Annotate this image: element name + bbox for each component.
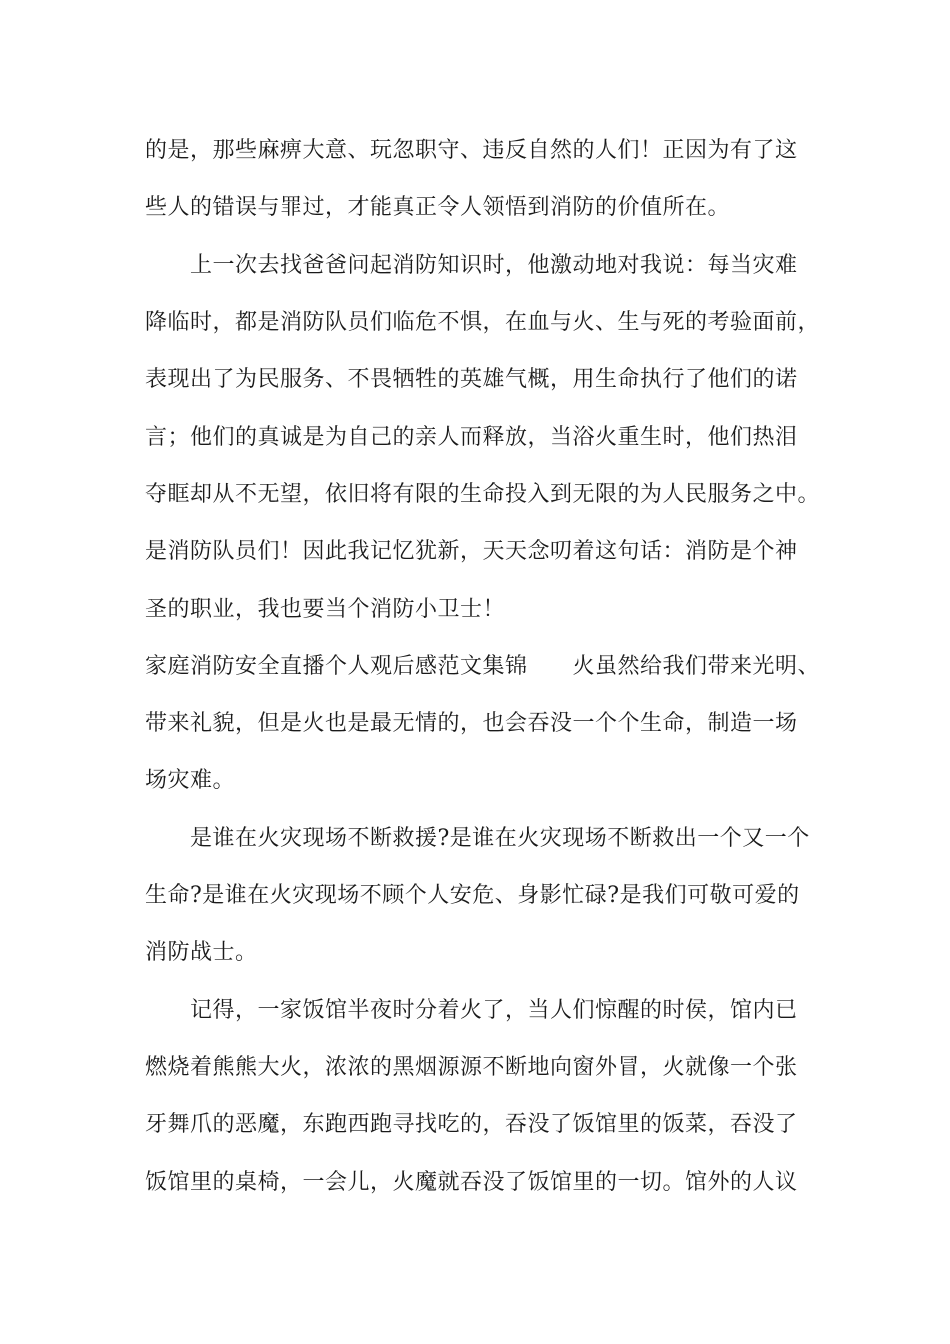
text-line: 家庭消防安全直播个人观后感范文集锦 火虽然给我们带来光明、 — [145, 654, 821, 679]
text-line: 上一次去找爸爸问起消防知识时，他激动地对我说：每当灾难 — [190, 253, 798, 278]
text-line: 牙舞爪的恶魔，东跑西跑寻找吃的，吞没了饭馆里的饭菜，吞没了 — [145, 1112, 798, 1137]
text-line: 圣的职业，我也要当个消防小卫士！ — [145, 597, 506, 622]
text-line: 是消防队员们！因此我记忆犹新，天天念叨着这句话：消防是个神 — [145, 539, 798, 564]
text-line: 生命?是谁在火灾现场不顾个人安危、身影忙碌?是我们可敬可爱的 — [145, 883, 800, 908]
text-line: 场灾难。 — [145, 768, 236, 793]
text-line: 夺眶却从不无望，依旧将有限的生命投入到无限的为人民服务之中。 — [145, 482, 821, 507]
text-line: 的是，那些麻痹大意、玩忽职守、违反自然的人们！正因为有了这 — [145, 138, 798, 163]
text-line: 消防战士。 — [145, 940, 258, 965]
text-line: 燃烧着熊熊大火，浓浓的黑烟源源不断地向窗外冒，火就像一个张 — [145, 1055, 798, 1080]
text-line: 言；他们的真诚是为自己的亲人而释放，当浴火重生时，他们热泪 — [145, 425, 798, 450]
text-line: 记得，一家饭馆半夜时分着火了，当人们惊醒的时侯，馆内已 — [190, 998, 798, 1023]
text-line: 降临时，都是消防队员们临危不惧，在血与火、生与死的考验面前， — [145, 310, 821, 335]
text-line: 饭馆里的桌椅，一会儿，火魔就吞没了饭馆里的一切。馆外的人议 — [145, 1170, 798, 1195]
text-line: 表现出了为民服务、不畏牺牲的英雄气概，用生命执行了他们的诺 — [145, 367, 798, 392]
text-line: 是谁在火灾现场不断救援?是谁在火灾现场不断救出一个又一个 — [190, 826, 810, 851]
text-line: 些人的错误与罪过，才能真正令人领悟到消防的价值所在。 — [145, 195, 731, 220]
text-line: 带来礼貌，但是火也是最无情的，也会吞没一个个生命，制造一场 — [145, 711, 798, 736]
